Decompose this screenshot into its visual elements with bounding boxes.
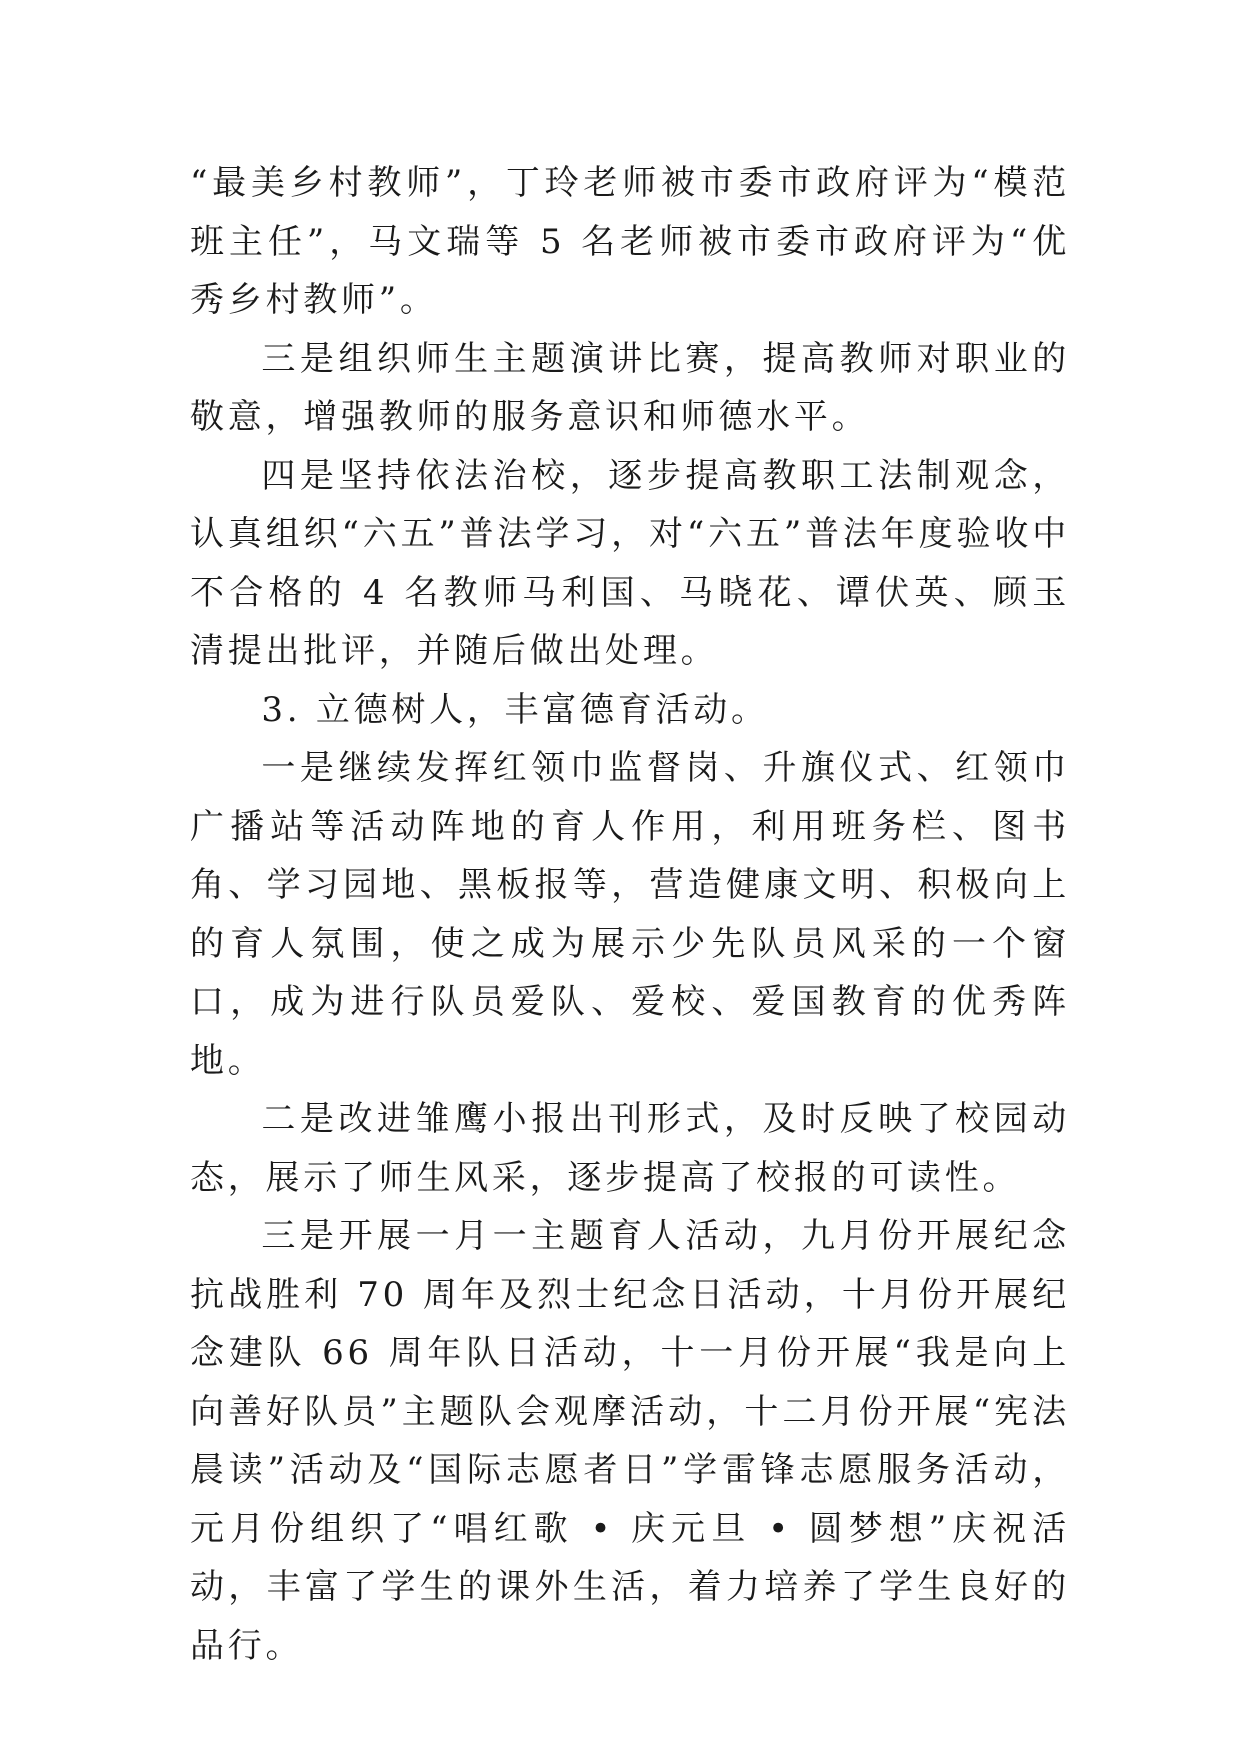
paragraph-6: 二是改进雏鹰小报出刊形式，及时反映了校园动态，展示了师生风采，逐步提高了校报的可读性。	[190, 1099, 1070, 1198]
section-heading: 3. 立德树人，丰富德育活动。	[261, 689, 769, 730]
paragraph-5: 一是继续发挥红领巾监督岗、升旗仪式、红领巾广播站等活动阵地的育人作用，利用班务栏、图书角、学习园地、黑板报等，营造健康文明、积极向上的育人氛围，使之成为展示少先队员风采的一个窗口，成为进行队员爱队、爱校、爱国教育的优秀阵地。	[190, 748, 1070, 1081]
document-body	[190, 154, 1070, 1675]
paragraph-3: 四是坚持依法治校，逐步提高教职工法制观念，认真组织“六五”普法学习，对“六五”普法年度验收中不合格的 4 名教师马利国、马晓花、谭伏英、顾玉清提出批评，并随后做出处理。	[190, 455, 1070, 671]
paragraph-7: 三是开展一月一主题育人活动，九月份开展纪念抗战胜利 70 周年及烈士纪念日活动，十月份开展纪念建队 66 周年队日活动，十一月份开展“我是向上向善好队员”主题队会观摩活动，十二月份开展“宪法晨读”活动及“国际志愿者日”学雷锋志愿服务活动，元月份组织了“唱红歌 • 庆元旦 • 圆梦想”庆祝活动，丰富了学生的课外生活，着力培养了学生良好的品行。	[190, 1216, 1070, 1666]
paragraph-2: 三是组织师生主题演讲比赛，提高教师对职业的敬意，增强教师的服务意识和师德水平。	[190, 338, 1070, 437]
paragraph-1: “最美乡村教师”，丁玲老师被市委市政府评为“模范班主任”，马文瑞等 5 名老师被市委市政府评为“优秀乡村教师”。	[190, 163, 1070, 320]
